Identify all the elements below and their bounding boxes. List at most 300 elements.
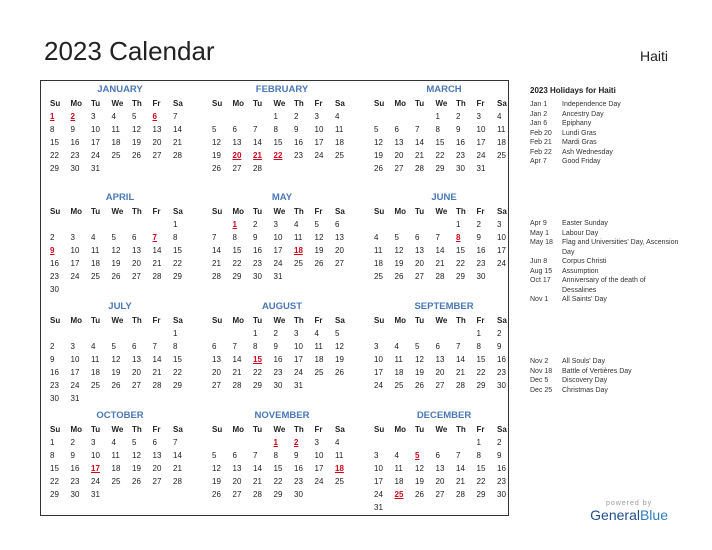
month-name: DECEMBER [416, 410, 472, 421]
day: 11 [394, 464, 403, 473]
holiday-name: Assumption [562, 267, 599, 275]
day: 10 [273, 233, 283, 242]
day: 8 [273, 451, 278, 460]
empty-day [233, 436, 254, 449]
holiday-day: 8 [456, 233, 461, 242]
day: 20 [435, 477, 445, 486]
weekday-header: Fr [476, 316, 485, 325]
day: 29 [50, 490, 59, 499]
day: 26 [314, 259, 324, 268]
month-days [50, 314, 196, 405]
day: 25 [91, 272, 100, 281]
day: 6 [232, 125, 237, 134]
day: 22 [476, 477, 486, 486]
day: 23 [456, 151, 465, 160]
weekday-header: Fr [152, 99, 161, 108]
day: 10 [70, 246, 80, 255]
holiday-list-1 [530, 86, 680, 167]
month-march [368, 83, 520, 175]
day: 24 [294, 368, 303, 377]
day: 1 [173, 329, 178, 338]
holiday-day: 2 [70, 112, 75, 121]
day: 14 [456, 464, 465, 473]
day: 15 [273, 138, 283, 147]
weekday-header: Tu [253, 316, 263, 325]
day: 31 [273, 272, 283, 281]
day: 2 [497, 438, 502, 447]
holiday-row [530, 157, 680, 167]
day: 17 [70, 368, 80, 377]
day: 24 [70, 272, 80, 281]
calendar-grid [40, 80, 509, 516]
day: 4 [91, 342, 96, 351]
weekday-header: Tu [415, 207, 425, 216]
holiday-date: May 18 [530, 239, 553, 246]
day: 16 [273, 355, 283, 364]
day: 16 [50, 259, 59, 268]
day: 24 [273, 259, 283, 268]
holiday-day: 7 [152, 233, 157, 242]
weekday-header: Sa [335, 425, 345, 434]
day: 7 [456, 451, 461, 460]
day: 22 [232, 259, 242, 268]
holiday-date: Dec 5 [530, 377, 549, 384]
day: 27 [415, 272, 424, 281]
weekday-header: Mo [232, 425, 245, 434]
holiday-name: Labour Day [562, 229, 599, 237]
weekday-header: Th [294, 99, 304, 108]
day: 5 [212, 451, 217, 460]
weekday-header: Sa [335, 99, 345, 108]
holiday-day: 5 [415, 451, 420, 460]
day: 7 [173, 438, 178, 447]
day: 3 [476, 112, 481, 121]
holiday-date: Feb 22 [530, 148, 552, 156]
empty-day [395, 436, 416, 449]
day: 17 [374, 477, 383, 486]
day: 11 [335, 125, 344, 134]
empty-day [436, 436, 457, 449]
day: 17 [374, 368, 383, 377]
day: 3 [497, 220, 502, 229]
empty-day [436, 327, 457, 340]
holiday-row [530, 376, 680, 386]
day: 5 [111, 342, 116, 351]
holiday-date: Feb 20 [530, 129, 552, 137]
weekday-header: We [435, 207, 448, 216]
day: 2 [476, 220, 481, 229]
day: 6 [335, 220, 340, 229]
holidays-title: 2023 Holidays for Haiti [530, 86, 616, 95]
day: 4 [335, 438, 340, 447]
day: 22 [273, 477, 283, 486]
day: 2 [497, 329, 502, 338]
day: 19 [132, 464, 141, 473]
day: 8 [50, 451, 55, 460]
day: 13 [132, 355, 141, 364]
day: 12 [132, 451, 141, 460]
day: 4 [294, 220, 299, 229]
day: 19 [335, 355, 344, 364]
day: 12 [394, 246, 404, 255]
day: 31 [294, 381, 303, 390]
day: 8 [476, 451, 481, 460]
day: 2 [294, 112, 299, 121]
page-title: 2023 Calendar [44, 36, 215, 66]
weekday-header: Mo [70, 207, 83, 216]
day: 6 [212, 342, 217, 351]
day: 5 [394, 233, 399, 242]
day: 7 [253, 451, 258, 460]
month-october [44, 409, 196, 501]
day: 8 [273, 125, 278, 134]
day: 10 [314, 125, 324, 134]
day: 30 [253, 272, 262, 281]
holiday-day: 1 [50, 112, 55, 121]
day: 20 [394, 151, 404, 160]
day: 17 [476, 138, 486, 147]
day: 20 [232, 477, 242, 486]
day: 6 [435, 451, 440, 460]
day: 15 [435, 138, 445, 147]
weekday-header: Su [374, 425, 385, 434]
day: 15 [476, 355, 486, 364]
day: 14 [152, 246, 162, 255]
holiday-date: Oct 17 [530, 277, 551, 284]
month-days [50, 97, 196, 175]
weekday-header: Tu [253, 99, 263, 108]
day: 3 [314, 112, 319, 121]
empty-day [112, 218, 133, 231]
day: 11 [91, 355, 100, 364]
month-days [374, 423, 520, 514]
weekday-header: We [435, 99, 448, 108]
day: 26 [415, 381, 424, 390]
holiday-day: 9 [50, 246, 55, 255]
day: 16 [497, 464, 506, 473]
empty-day [153, 327, 174, 340]
holiday-date: Apr 7 [530, 158, 547, 165]
day: 3 [70, 233, 75, 242]
holiday-name: Mardi Gras [562, 139, 597, 146]
empty-day [112, 327, 133, 340]
day: 2 [456, 112, 461, 121]
weekday-header: Tu [253, 425, 263, 434]
day: 28 [232, 381, 242, 390]
day: 2 [70, 438, 75, 447]
day: 15 [456, 246, 465, 255]
brand-name: GeneralBlue [590, 507, 668, 523]
day: 17 [314, 464, 324, 473]
day: 1 [273, 112, 278, 121]
day: 21 [253, 477, 262, 486]
day: 17 [70, 259, 80, 268]
empty-day [233, 327, 254, 340]
weekday-header: Fr [314, 316, 323, 325]
holiday-day: 17 [91, 464, 100, 473]
day: 11 [335, 451, 344, 460]
day: 24 [70, 381, 80, 390]
day: 12 [111, 246, 121, 255]
day: 21 [212, 259, 221, 268]
weekday-header: Su [50, 99, 61, 108]
day: 9 [50, 355, 55, 364]
month-june [368, 191, 520, 283]
weekday-header: Sa [497, 316, 507, 325]
weekday-header: Su [50, 316, 61, 325]
weekday-header: We [273, 207, 286, 216]
day: 21 [456, 368, 465, 377]
day: 17 [314, 138, 324, 147]
day: 27 [394, 164, 404, 173]
day: 24 [91, 477, 100, 486]
day: 9 [497, 451, 502, 460]
holiday-row [530, 129, 680, 139]
weekday-header: Su [50, 207, 61, 216]
day: 20 [435, 368, 445, 377]
holiday-row [530, 238, 680, 257]
empty-day [395, 327, 416, 340]
day: 9 [70, 125, 75, 134]
empty-day [233, 110, 254, 123]
weekday-header: Su [212, 425, 223, 434]
weekday-header: Mo [394, 99, 407, 108]
empty-day [436, 218, 457, 231]
weekday-header: Th [456, 207, 466, 216]
day: 28 [173, 477, 182, 486]
month-days [212, 314, 358, 392]
day: 5 [314, 220, 319, 229]
day: 18 [111, 464, 121, 473]
holiday-day: 22 [273, 151, 283, 160]
empty-day [212, 110, 233, 123]
weekday-header: Fr [152, 425, 161, 434]
holiday-name: Flag and Universities' Day, Ascension Day [562, 239, 679, 256]
weekday-header: Fr [314, 99, 323, 108]
holiday-row [530, 257, 680, 267]
day: 2 [273, 329, 278, 338]
day: 27 [435, 490, 445, 499]
holiday-name: Ash Wednesday [562, 148, 613, 156]
day: 26 [111, 272, 121, 281]
day: 16 [50, 368, 59, 377]
weekday-header: Tu [415, 99, 425, 108]
day: 3 [314, 438, 319, 447]
day: 23 [294, 477, 303, 486]
day: 19 [374, 151, 383, 160]
day: 30 [476, 272, 486, 281]
empty-day [415, 110, 436, 123]
day: 8 [476, 342, 481, 351]
day: 19 [415, 477, 424, 486]
empty-day [456, 327, 477, 340]
day: 7 [435, 233, 440, 242]
day: 16 [294, 138, 303, 147]
holiday-day: 1 [232, 220, 237, 229]
day: 4 [374, 233, 379, 242]
day: 10 [374, 464, 383, 473]
day: 1 [435, 112, 440, 121]
day: 14 [253, 138, 262, 147]
holiday-date: Feb 21 [530, 139, 552, 146]
day: 23 [497, 368, 506, 377]
day: 9 [294, 451, 299, 460]
day: 14 [152, 355, 162, 364]
day: 15 [232, 246, 242, 255]
day: 7 [456, 342, 461, 351]
day: 9 [456, 125, 461, 134]
weekday-header: Mo [70, 99, 83, 108]
day: 28 [253, 490, 262, 499]
day: 28 [152, 272, 162, 281]
day: 29 [476, 381, 486, 390]
weekday-header: Sa [173, 99, 183, 108]
day: 14 [232, 355, 242, 364]
day: 13 [435, 464, 445, 473]
holiday-name: Good Friday [562, 158, 601, 165]
day: 10 [294, 342, 303, 351]
day: 4 [111, 112, 116, 121]
month-july [44, 300, 196, 405]
day: 16 [70, 138, 80, 147]
day: 14 [456, 355, 465, 364]
weekday-header: Fr [314, 425, 323, 434]
day: 8 [50, 125, 55, 134]
holiday-date: Jan 6 [530, 120, 548, 127]
day: 6 [132, 233, 137, 242]
holiday-day: 15 [253, 355, 262, 364]
day: 1 [50, 438, 55, 447]
day: 9 [273, 342, 278, 351]
weekday-header: Mo [232, 316, 245, 325]
holiday-date: May 1 [530, 229, 550, 237]
weekday-header: Fr [152, 207, 161, 216]
day: 28 [435, 272, 445, 281]
day: 7 [212, 233, 217, 242]
day: 17 [91, 138, 100, 147]
month-name: NOVEMBER [254, 410, 310, 421]
day: 15 [50, 138, 59, 147]
day: 22 [173, 368, 182, 377]
day: 22 [435, 151, 445, 160]
weekday-header: Fr [476, 207, 485, 216]
day: 21 [152, 259, 162, 268]
weekday-header: Mo [394, 425, 407, 434]
weekday-header: Th [456, 316, 466, 325]
day: 11 [314, 342, 323, 351]
day: 19 [132, 138, 141, 147]
day: 3 [70, 342, 75, 351]
day: 10 [70, 355, 80, 364]
day: 4 [394, 342, 399, 351]
holiday-name: Epiphany [562, 120, 592, 127]
weekday-header: Th [294, 316, 304, 325]
holiday-row [530, 386, 680, 396]
weekday-header: Th [132, 207, 142, 216]
day: 13 [232, 464, 242, 473]
empty-day [212, 436, 233, 449]
day: 25 [91, 381, 100, 390]
weekday-header: Fr [476, 99, 485, 108]
day: 8 [435, 125, 440, 134]
day: 21 [456, 477, 465, 486]
day: 6 [232, 451, 237, 460]
day: 16 [70, 464, 80, 473]
month-name: SEPTEMBER [414, 301, 474, 312]
day: 27 [132, 272, 141, 281]
day: 16 [456, 138, 465, 147]
weekday-header: Sa [497, 425, 507, 434]
empty-day [50, 218, 71, 231]
day: 30 [50, 285, 59, 294]
day: 11 [111, 451, 120, 460]
month-name: APRIL [105, 192, 135, 203]
day: 18 [335, 138, 344, 147]
empty-day [71, 218, 92, 231]
month-april [44, 191, 196, 296]
day: 12 [415, 355, 424, 364]
day: 13 [335, 233, 344, 242]
empty-day [132, 218, 153, 231]
day: 25 [497, 151, 506, 160]
empty-day [415, 327, 436, 340]
day: 18 [91, 368, 100, 377]
weekday-header: Mo [232, 207, 245, 216]
day: 16 [294, 464, 303, 473]
day: 24 [314, 477, 324, 486]
month-name: JUNE [431, 192, 457, 203]
empty-day [374, 327, 395, 340]
holiday-row [530, 219, 680, 229]
day: 11 [91, 246, 100, 255]
weekday-header: Sa [497, 207, 507, 216]
weekday-header: Th [132, 425, 142, 434]
day: 3 [374, 451, 379, 460]
day: 13 [132, 246, 141, 255]
holiday-row [530, 148, 680, 158]
day: 30 [50, 394, 59, 403]
holiday-row [530, 267, 680, 277]
day: 22 [476, 368, 486, 377]
day: 20 [132, 368, 141, 377]
day: 29 [456, 272, 465, 281]
day: 29 [253, 381, 262, 390]
day: 26 [394, 272, 404, 281]
holiday-day: 25 [394, 490, 404, 499]
weekday-header: Th [456, 425, 466, 434]
country-label: Haiti [639, 48, 668, 64]
day: 21 [435, 259, 445, 268]
day: 31 [374, 503, 383, 512]
holiday-name: Lundi Gras [562, 129, 597, 137]
day: 30 [497, 381, 506, 390]
holiday-date: Jan 1 [530, 101, 548, 108]
weekday-header: Tu [91, 99, 101, 108]
day: 3 [273, 220, 278, 229]
month-august [206, 300, 358, 392]
day: 14 [173, 125, 182, 134]
day: 2 [50, 342, 55, 351]
day: 26 [415, 490, 424, 499]
empty-day [91, 327, 112, 340]
day: 19 [111, 368, 121, 377]
day: 15 [476, 464, 486, 473]
empty-day [395, 110, 416, 123]
holiday-day: 18 [294, 246, 303, 255]
day: 24 [497, 259, 506, 268]
day: 26 [132, 151, 141, 160]
day: 17 [294, 355, 303, 364]
